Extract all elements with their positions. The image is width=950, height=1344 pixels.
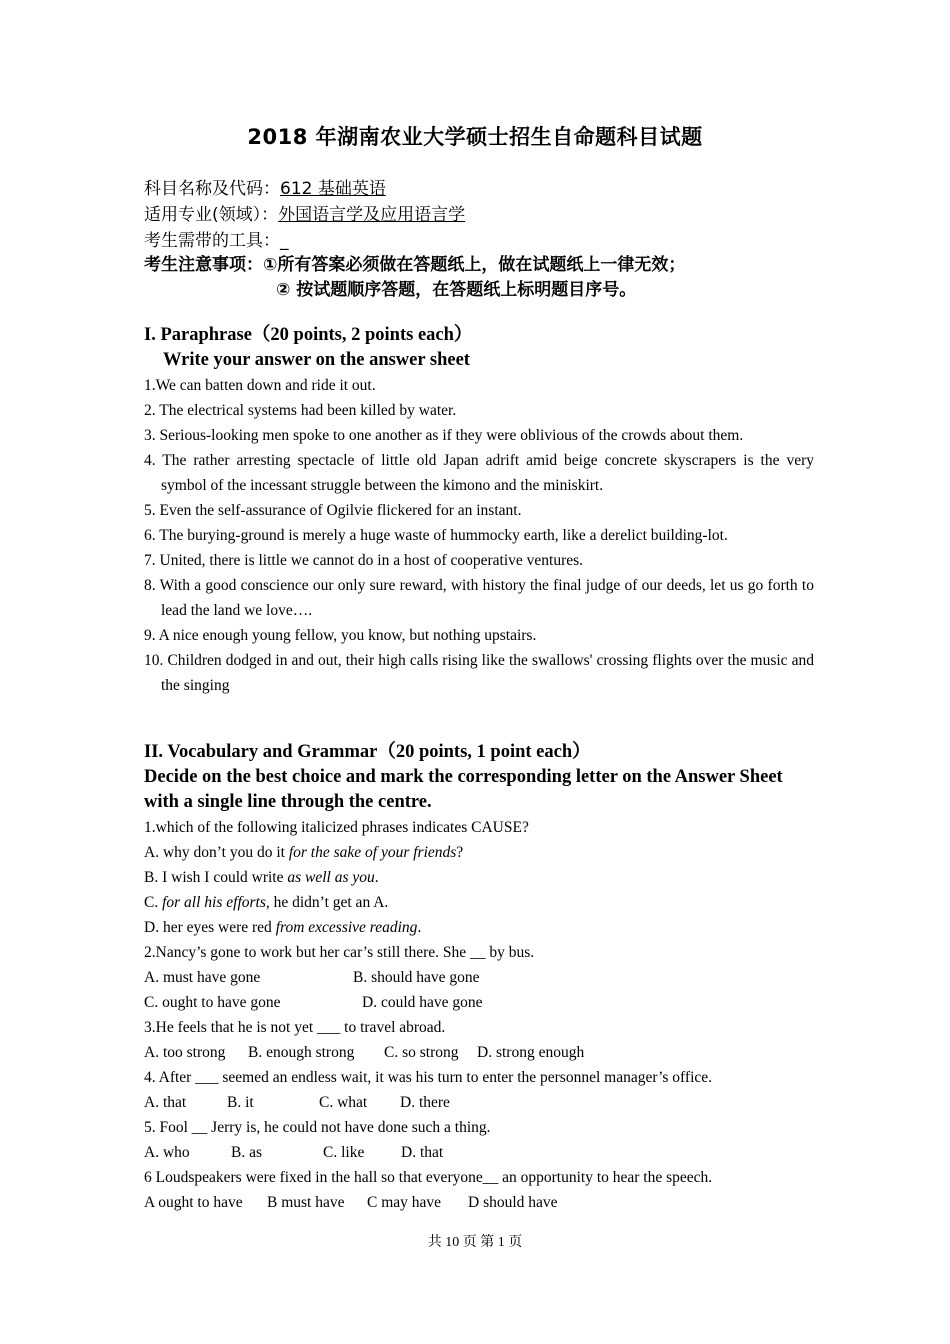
exam-title: 2018 年湖南农业大学硕士招生自命题科目试题 bbox=[247, 125, 703, 149]
q1-option-b: B. I wish I could write as well as you. bbox=[144, 869, 379, 886]
q4-option-a: A. that bbox=[144, 1094, 187, 1111]
paraphrase-item: 8. With a good conscience our only sure reward, with history the final judge of our deeds, let us go forth to lead the land we love…. bbox=[144, 577, 814, 619]
q2-options-row-1 bbox=[144, 965, 814, 990]
q4-option-d: D. there bbox=[400, 1094, 450, 1111]
paraphrase-item: 7. United, there is little we cannot do in a host of cooperative ventures. bbox=[144, 552, 584, 569]
q5-option-a: A. who bbox=[144, 1144, 190, 1161]
paraphrase-item: 5. Even the self-assurance of Ogilvie flickered for an instant. bbox=[144, 502, 522, 519]
page-footer: 共 10 页 第 1 页 bbox=[427, 1235, 523, 1250]
q4-option-c: C. what bbox=[319, 1094, 368, 1111]
notice-label: 考生注意事项： bbox=[144, 255, 263, 275]
q5-option-d: D. that bbox=[401, 1144, 444, 1161]
question-6-stem: 6 Loudspeakers were fixed in the hall so that everyone__ an opportunity to hear the speech. bbox=[144, 1169, 713, 1186]
q3-option-b: B. enough strong bbox=[248, 1044, 355, 1061]
q4-options bbox=[144, 1090, 814, 1115]
q2-option-c: C. ought to have gone bbox=[144, 994, 281, 1011]
q1-option-a: A. why don’t you do it for the sake of your friends? bbox=[144, 844, 464, 861]
paraphrase-item: 10. Children dodged in and out, their high calls rising like the swallows' crossing flights over the music and the singing bbox=[144, 652, 814, 694]
section-vocabulary bbox=[144, 740, 814, 1215]
major-label: 适用专业(领域）： bbox=[144, 205, 279, 225]
section2-heading: II. Vocabulary and Grammar（20 points, 1 point each） bbox=[144, 742, 591, 762]
question-3-stem: 3.He feels that he is not yet ___ to travel abroad. bbox=[144, 1019, 446, 1036]
q6-option-c: C may have bbox=[367, 1194, 442, 1211]
major-value: 外国语言学及应用语言学 bbox=[278, 205, 466, 225]
subject-label: 科目名称及代码： bbox=[144, 179, 280, 199]
notice-line-1 bbox=[144, 250, 685, 275]
question-2-stem: 2.Nancy’s gone to work but her car’s still there. She __ by bus. bbox=[144, 944, 535, 961]
major-line bbox=[144, 200, 465, 225]
q6-options bbox=[144, 1190, 814, 1215]
q3-option-a: A. too strong bbox=[144, 1044, 226, 1061]
paraphrase-item: 4. The rather arresting spectacle of little old Japan adrift amid beige concrete skyscrapers is the very symbol of the incessant struggle between the kimono and the miniskirt. bbox=[144, 452, 814, 494]
q6-option-a: A ought to have bbox=[144, 1194, 243, 1211]
question-5-stem: 5. Fool __ Jerry is, he could not have done such a thing. bbox=[144, 1119, 491, 1136]
tools-label: 考生需带的工具： bbox=[144, 231, 280, 251]
paraphrase-item: 6. The burying-ground is merely a huge waste of hummocky earth, like a derelict building-lot. bbox=[144, 527, 728, 544]
q5-option-b: B. as bbox=[231, 1144, 262, 1161]
q2-options-row-2 bbox=[144, 990, 814, 1015]
q5-option-c: C. like bbox=[323, 1144, 365, 1161]
tools-line bbox=[144, 226, 289, 251]
subject-value: 612 基础英语 bbox=[280, 179, 386, 199]
q3-option-d: D. strong enough bbox=[477, 1044, 585, 1061]
question-4-stem: 4. After ___ seemed an endless wait, it was his turn to enter the personnel manager’s office. bbox=[144, 1069, 713, 1086]
section-paraphrase bbox=[144, 323, 814, 698]
tools-value: _ bbox=[280, 231, 289, 251]
paraphrase-item: 9. A nice enough young fellow, you know, but nothing upstairs. bbox=[144, 627, 537, 644]
q6-option-d: D should have bbox=[468, 1194, 558, 1211]
q5-options bbox=[144, 1140, 814, 1165]
section1-subheading: Write your answer on the answer sheet bbox=[163, 350, 470, 370]
section1-heading: I. Paraphrase（20 points, 2 points each） bbox=[144, 325, 473, 345]
q3-option-c: C. so strong bbox=[384, 1044, 459, 1061]
paraphrase-item: 1.We can batten down and ride it out. bbox=[144, 377, 376, 394]
section2-instruction: Decide on the best choice and mark the corresponding letter on the Answer Sheet with a single line through the centre. bbox=[144, 767, 783, 812]
paraphrase-item: 2. The electrical systems had been killed by water. bbox=[144, 402, 457, 419]
question-1-stem: 1.which of the following italicized phrases indicates CAUSE? bbox=[144, 819, 529, 836]
subject-line bbox=[144, 174, 386, 199]
q2-option-a: A. must have gone bbox=[144, 969, 261, 986]
paraphrase-item: 3. Serious-looking men spoke to one another as if they were oblivious of the crowds about them. bbox=[144, 427, 744, 444]
q1-option-c: C. for all his efforts, he didn’t get an A. bbox=[144, 894, 389, 911]
q3-options bbox=[144, 1040, 814, 1065]
notice-item-1: ①所有答案必须做在答题纸上，做在试题纸上一律无效； bbox=[263, 255, 686, 275]
q4-option-b: B. it bbox=[227, 1094, 254, 1111]
q1-option-d: D. her eyes were red from excessive reading. bbox=[144, 919, 422, 936]
q6-option-b: B must have bbox=[267, 1194, 345, 1211]
q2-option-d: D. could have gone bbox=[362, 994, 483, 1011]
q2-option-b: B. should have gone bbox=[353, 969, 480, 986]
notice-line-2: ② 按试题顺序答题，在答题纸上标明题目序号。 bbox=[276, 280, 637, 300]
